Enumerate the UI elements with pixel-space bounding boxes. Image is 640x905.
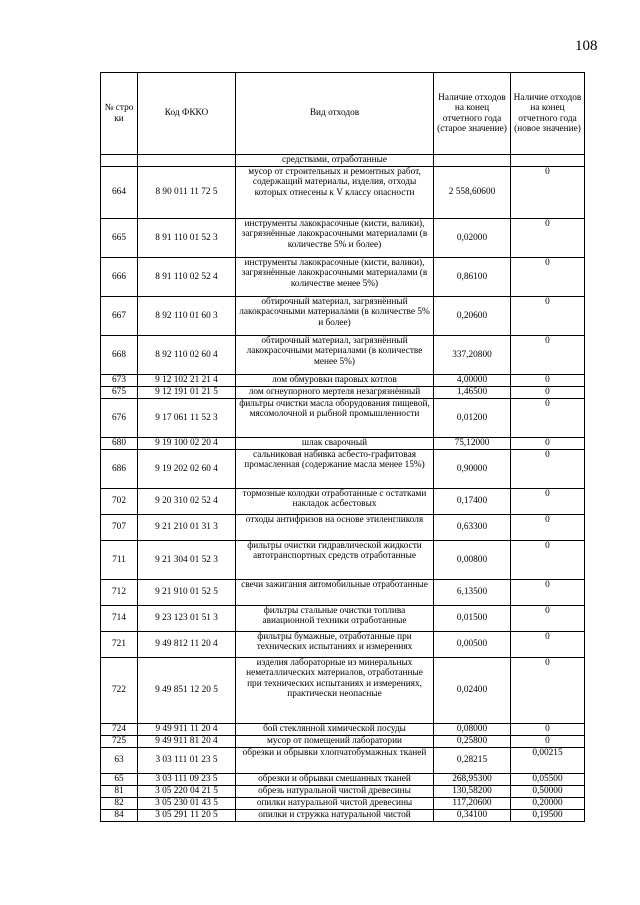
cell-fkko-code: 3 05 220 04 21 5 bbox=[138, 786, 236, 798]
cell-old-value: 0,00800 bbox=[434, 541, 511, 580]
cell-waste-type: фильтры очистки гидравлической жидкости автотранспортных средств отработанные bbox=[236, 541, 434, 580]
cell-row-number: 686 bbox=[101, 450, 138, 489]
table-row bbox=[101, 219, 585, 258]
cell-old-value: 0,02400 bbox=[434, 658, 511, 724]
cell-old-value: 0,63300 bbox=[434, 515, 511, 541]
cell-new-value: 0,20000 bbox=[511, 798, 585, 810]
cell-waste-type: шлак сварочный bbox=[236, 438, 434, 450]
table-row bbox=[101, 155, 585, 167]
cell-row-number: 712 bbox=[101, 580, 138, 606]
cell-old-value: 0,02000 bbox=[434, 219, 511, 258]
cell-fkko-code: 9 19 100 02 20 4 bbox=[138, 438, 236, 450]
cell-new-value: 0 bbox=[511, 736, 585, 748]
cell-new-value: 0 bbox=[511, 489, 585, 515]
cell-old-value: 2 558,60600 bbox=[434, 167, 511, 219]
table-row bbox=[101, 167, 585, 219]
cell-waste-type: инструменты лакокрасочные (кисти, валики), загрязнённые лакокрасочными материалами (в количестве 5% и более) bbox=[236, 219, 434, 258]
cell-new-value bbox=[511, 155, 585, 167]
cell-row-number: 665 bbox=[101, 219, 138, 258]
cell-row-number: 676 bbox=[101, 399, 138, 438]
cell-fkko-code bbox=[138, 155, 236, 167]
cell-old-value: 268,95300 bbox=[434, 774, 511, 786]
cell-new-value: 0 bbox=[511, 399, 585, 438]
cell-waste-type: опилки натуральной чистой древесины bbox=[236, 798, 434, 810]
cell-old-value: 0,90000 bbox=[434, 450, 511, 489]
cell-row-number: 84 bbox=[101, 810, 138, 822]
table-row bbox=[101, 748, 585, 774]
cell-new-value: 0 bbox=[511, 387, 585, 399]
cell-fkko-code: 3 03 111 09 23 5 bbox=[138, 774, 236, 786]
cell-old-value: 0,00500 bbox=[434, 632, 511, 658]
table-row bbox=[101, 736, 585, 748]
table-body bbox=[101, 155, 585, 822]
cell-fkko-code: 9 21 210 01 31 3 bbox=[138, 515, 236, 541]
cell-old-value: 6,13500 bbox=[434, 580, 511, 606]
cell-row-number: 81 bbox=[101, 786, 138, 798]
table-row bbox=[101, 798, 585, 810]
cell-old-value: 1,46500 bbox=[434, 387, 511, 399]
cell-fkko-code: 3 05 230 01 43 5 bbox=[138, 798, 236, 810]
cell-fkko-code: 9 21 910 01 52 5 bbox=[138, 580, 236, 606]
cell-waste-type: сальниковая набивка асбесто-графитовая промасленная (содержание масла менее 15%) bbox=[236, 450, 434, 489]
table-row bbox=[101, 399, 585, 438]
cell-fkko-code: 8 91 110 02 52 4 bbox=[138, 258, 236, 297]
cell-waste-type: обтирочный материал, загрязнённый лакокрасочными материалами (в количестве менее 5%) bbox=[236, 336, 434, 375]
cell-new-value: 0 bbox=[511, 450, 585, 489]
cell-row-number: 673 bbox=[101, 375, 138, 387]
cell-waste-type: изделия лабораторные из минеральных неметаллических материалов, отработанные при технических испытаниях и измерениях, практически неопасные bbox=[236, 658, 434, 724]
table-row bbox=[101, 580, 585, 606]
cell-fkko-code: 9 49 911 11 20 4 bbox=[138, 724, 236, 736]
cell-old-value: 337,20800 bbox=[434, 336, 511, 375]
cell-fkko-code: 9 19 202 02 60 4 bbox=[138, 450, 236, 489]
table-row bbox=[101, 658, 585, 724]
cell-fkko-code: 9 20 310 02 52 4 bbox=[138, 489, 236, 515]
table-row bbox=[101, 632, 585, 658]
table-row bbox=[101, 258, 585, 297]
table-row bbox=[101, 375, 585, 387]
cell-waste-type: фильтры очистки масла оборудования пищевой, мясомолочной и рыбной промышленности bbox=[236, 399, 434, 438]
cell-new-value: 0 bbox=[511, 258, 585, 297]
cell-waste-type: бой стеклянной химической посуды bbox=[236, 724, 434, 736]
cell-fkko-code: 8 92 110 02 60 4 bbox=[138, 336, 236, 375]
cell-row-number: 724 bbox=[101, 724, 138, 736]
cell-waste-type: мусор от строительных и ремонтных работ, содержащий материалы, изделия, отходы которых отнесены к V классу опасности bbox=[236, 167, 434, 219]
table-row bbox=[101, 774, 585, 786]
cell-waste-type: тормозные колодки отработанные с остатками накладок асбестовых bbox=[236, 489, 434, 515]
cell-fkko-code: 9 17 061 11 52 3 bbox=[138, 399, 236, 438]
header-row-number: № стро ки bbox=[101, 73, 138, 155]
cell-row-number: 725 bbox=[101, 736, 138, 748]
cell-row-number: 82 bbox=[101, 798, 138, 810]
cell-old-value: 0,86100 bbox=[434, 258, 511, 297]
cell-waste-type: инструменты лакокрасочные (кисти, валики), загрязнённые лакокрасочными материалами (в количестве менее 5%) bbox=[236, 258, 434, 297]
table-row bbox=[101, 450, 585, 489]
cell-row-number: 722 bbox=[101, 658, 138, 724]
cell-fkko-code: 9 12 102 21 21 4 bbox=[138, 375, 236, 387]
header-row bbox=[101, 73, 585, 155]
cell-new-value: 0 bbox=[511, 658, 585, 724]
cell-new-value: 0 bbox=[511, 167, 585, 219]
cell-old-value: 0,17400 bbox=[434, 489, 511, 515]
cell-row-number: 668 bbox=[101, 336, 138, 375]
cell-new-value: 0 bbox=[511, 606, 585, 632]
cell-new-value: 0 bbox=[511, 297, 585, 336]
cell-row-number: 675 bbox=[101, 387, 138, 399]
cell-waste-type: обрезь натуральной чистой древесины bbox=[236, 786, 434, 798]
cell-new-value: 0 bbox=[511, 438, 585, 450]
cell-fkko-code: 8 92 110 01 60 3 bbox=[138, 297, 236, 336]
cell-fkko-code: 9 49 911 81 20 4 bbox=[138, 736, 236, 748]
table-row bbox=[101, 515, 585, 541]
cell-row-number bbox=[101, 155, 138, 167]
table-row bbox=[101, 786, 585, 798]
cell-row-number: 65 bbox=[101, 774, 138, 786]
cell-new-value: 0,00215 bbox=[511, 748, 585, 774]
cell-old-value: 0,25800 bbox=[434, 736, 511, 748]
waste-table bbox=[100, 72, 585, 822]
cell-waste-type: лом обмуровки паровых котлов bbox=[236, 375, 434, 387]
table-row bbox=[101, 387, 585, 399]
header-old-value: Наличие отходов на конец отчетного года (старое значение) bbox=[434, 73, 511, 155]
cell-old-value: 117,20600 bbox=[434, 798, 511, 810]
cell-new-value: 0 bbox=[511, 336, 585, 375]
cell-fkko-code: 3 05 291 11 20 5 bbox=[138, 810, 236, 822]
table-row bbox=[101, 438, 585, 450]
cell-new-value: 0,05500 bbox=[511, 774, 585, 786]
cell-old-value: 75,12000 bbox=[434, 438, 511, 450]
header-waste-type: Вид отходов bbox=[236, 73, 434, 155]
cell-fkko-code: 3 03 111 01 23 5 bbox=[138, 748, 236, 774]
cell-old-value: 0,20600 bbox=[434, 297, 511, 336]
cell-waste-type: средствами, отработанные bbox=[236, 155, 434, 167]
cell-old-value: 0,01200 bbox=[434, 399, 511, 438]
cell-new-value: 0 bbox=[511, 724, 585, 736]
table-row bbox=[101, 724, 585, 736]
cell-row-number: 711 bbox=[101, 541, 138, 580]
table-row bbox=[101, 336, 585, 375]
cell-old-value: 0,34100 bbox=[434, 810, 511, 822]
cell-new-value: 0 bbox=[511, 375, 585, 387]
cell-old-value: 130,58200 bbox=[434, 786, 511, 798]
table-row bbox=[101, 489, 585, 515]
cell-row-number: 702 bbox=[101, 489, 138, 515]
cell-old-value: 0,08000 bbox=[434, 724, 511, 736]
cell-waste-type: обрезки и обрывки хлопчатобумажных тканей bbox=[236, 748, 434, 774]
cell-waste-type: обрезки и обрывки смешанных тканей bbox=[236, 774, 434, 786]
cell-old-value: 0,28215 bbox=[434, 748, 511, 774]
cell-waste-type: опилки и стружка натуральной чистой bbox=[236, 810, 434, 822]
cell-fkko-code: 9 21 304 01 52 3 bbox=[138, 541, 236, 580]
cell-new-value: 0 bbox=[511, 541, 585, 580]
cell-new-value: 0 bbox=[511, 580, 585, 606]
table-row bbox=[101, 810, 585, 822]
cell-row-number: 680 bbox=[101, 438, 138, 450]
cell-waste-type: отходы антифризов на основе этиленгликоля bbox=[236, 515, 434, 541]
header-new-value: Наличие отходов на конец отчетного года (новое значение) bbox=[511, 73, 585, 155]
cell-row-number: 666 bbox=[101, 258, 138, 297]
cell-fkko-code: 8 91 110 01 52 3 bbox=[138, 219, 236, 258]
cell-fkko-code: 9 23 123 01 51 3 bbox=[138, 606, 236, 632]
cell-fkko-code: 9 12 191 01 21 5 bbox=[138, 387, 236, 399]
cell-new-value: 0 bbox=[511, 219, 585, 258]
table-row bbox=[101, 541, 585, 580]
cell-row-number: 63 bbox=[101, 748, 138, 774]
cell-new-value: 0,50000 bbox=[511, 786, 585, 798]
cell-row-number: 667 bbox=[101, 297, 138, 336]
cell-new-value: 0,19500 bbox=[511, 810, 585, 822]
cell-waste-type: мусор от помещений лаборатории bbox=[236, 736, 434, 748]
cell-fkko-code: 9 49 851 12 20 5 bbox=[138, 658, 236, 724]
cell-row-number: 714 bbox=[101, 606, 138, 632]
cell-new-value: 0 bbox=[511, 632, 585, 658]
cell-waste-type: свечи зажигания автомобильные отработанные bbox=[236, 580, 434, 606]
cell-waste-type: обтирочный материал, загрязнённый лакокрасочными материалами (в количестве 5% и более) bbox=[236, 297, 434, 336]
cell-fkko-code: 8 90 011 11 72 5 bbox=[138, 167, 236, 219]
cell-waste-type: фильтры стальные очистки топлива авиационной техники отработанные bbox=[236, 606, 434, 632]
header-fkko-code: Код ФККО bbox=[138, 73, 236, 155]
cell-new-value: 0 bbox=[511, 515, 585, 541]
cell-row-number: 721 bbox=[101, 632, 138, 658]
cell-old-value: 0,01500 bbox=[434, 606, 511, 632]
page-number: 108 bbox=[575, 38, 598, 54]
cell-row-number: 707 bbox=[101, 515, 138, 541]
cell-row-number: 664 bbox=[101, 167, 138, 219]
cell-old-value bbox=[434, 155, 511, 167]
table-row bbox=[101, 606, 585, 632]
cell-fkko-code: 9 49 812 11 20 4 bbox=[138, 632, 236, 658]
cell-old-value: 4,00000 bbox=[434, 375, 511, 387]
cell-waste-type: фильтры бумажные, отработанные при технических испытаниях и измерениях bbox=[236, 632, 434, 658]
table-row bbox=[101, 297, 585, 336]
cell-waste-type: лом огнеупорного мертеля незагрязнённый bbox=[236, 387, 434, 399]
